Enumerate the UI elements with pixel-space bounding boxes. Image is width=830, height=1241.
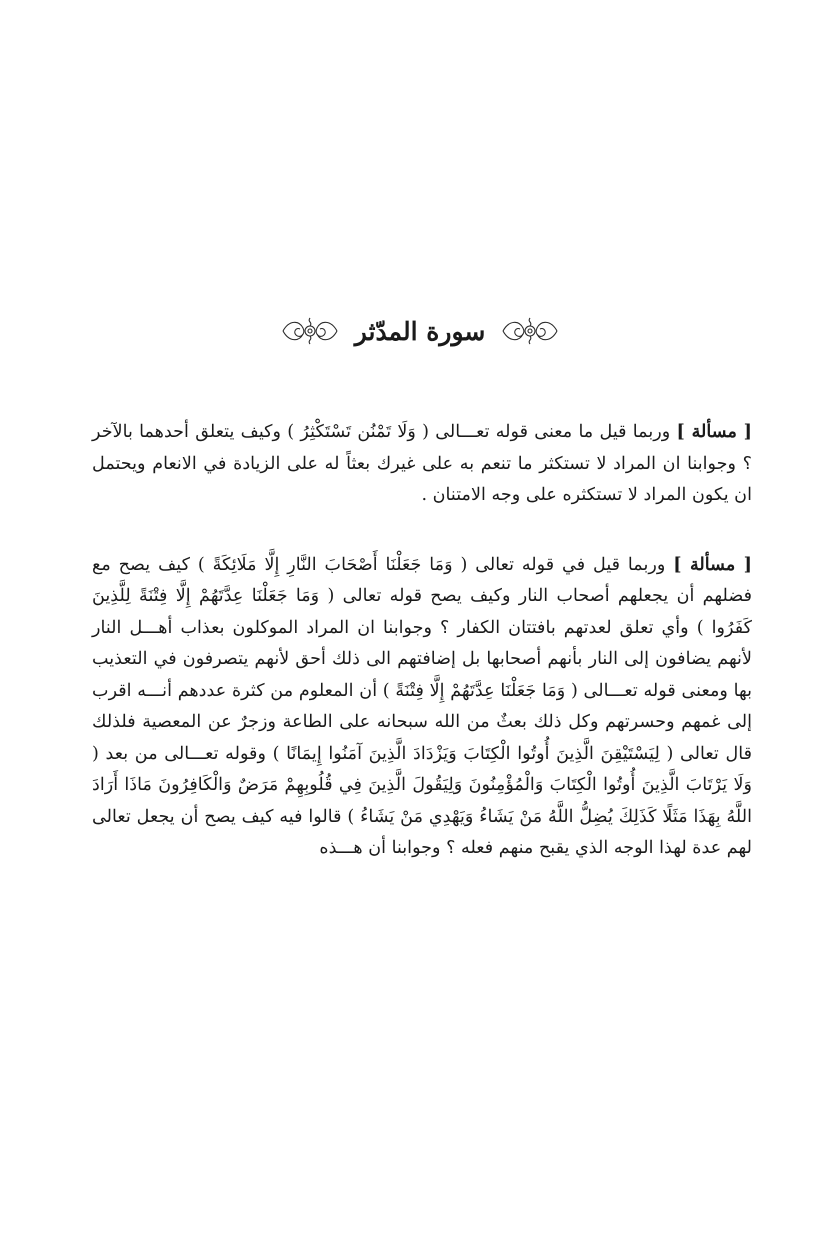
ornament-left-icon — [279, 314, 341, 348]
paragraph-masala-2 — [92, 549, 752, 865]
surah-header — [270, 306, 570, 356]
masala-label: [ مسألة ] — [676, 421, 752, 442]
paragraph-text: وربما قيل في قوله تعالى ( وَمَا جَعَلْنَا أَصْحَابَ النَّارِ إِلَّا مَلَائِكَةً ) كيف يصح مع فضلهم أن يجعلهم أصحاب النار وكيف يصح قوله تعالى ( وَمَا جَعَلْنَا عِدَّتَهُمْ إِلَّا فِتْنَةً لِلَّذِينَ كَفَرُوا ) وأي تعلق لعدتهم بافتتان الكفار ؟ وجوابنا ان المراد الموكلون بعذاب أهـــل النار لأنهم يضافون إلى النار بأنهم أصحابها بل إضافتهم الى ذلك أحق لأنهم يتصرفون في التعذيب بها ومعنى قوله تعـــالى ( وَمَا جَعَلْنَا عِدَّتَهُمْ إِلَّا فِتْنَةً ) أن المعلوم من كثرة عددهم أنـــه اقرب إلى غمهم وحسرتهم وكل ذلك بعثٌ من الله سبحانه على الطاعة وزجرٌ عن المعصية فلذلك قال تعالى ( لِيَسْتَيْقِنَ الَّذِينَ أُوتُوا الْكِتَابَ وَيَزْدَادَ الَّذِينَ آمَنُوا إِيمَانًا ) وقوله تعـــالى من بعد ( وَلَا يَرْتَابَ الَّذِينَ أُوتُوا الْكِتَابَ وَالْمُؤْمِنُونَ وَلِيَقُولَ الَّذِينَ فِي قُلُوبِهِمْ مَرَضٌ وَالْكَافِرُونَ مَاذَا أَرَادَ اللَّهُ بِهَذَا مَثَلًا كَذَلِكَ يُضِلُّ اللَّهُ مَنْ يَشَاءُ وَيَهْدِي مَنْ يَشَاءُ ) قالوا فيه كيف يصح أن يجعل تعالى لهم عدة لهذا الوجه الذي يقبح منهم فعله ؟ وجوابنا أن هـــذه — [92, 554, 752, 858]
masala-label: [ مسألة ] — [673, 553, 752, 575]
body-text — [92, 416, 752, 865]
surah-title: سورة المدّثر — [354, 316, 486, 346]
paragraph-text: وربما قيل ما معنى قوله تعـــالى ( وَلَا تَمْنُن تَسْتَكْثِرُ ) وكيف يتعلق أحدهما بالآخر ؟ وجوابنا ان المراد لا تستكثر ما تنعم به على غيرك بعثاً له على الزيادة في الانعام ويحتمل ان يكون المراد لا تستكثره على وجه الامتنان . — [92, 422, 752, 505]
paragraph-masala-1 — [92, 416, 752, 512]
ornament-right-icon — [499, 314, 561, 348]
